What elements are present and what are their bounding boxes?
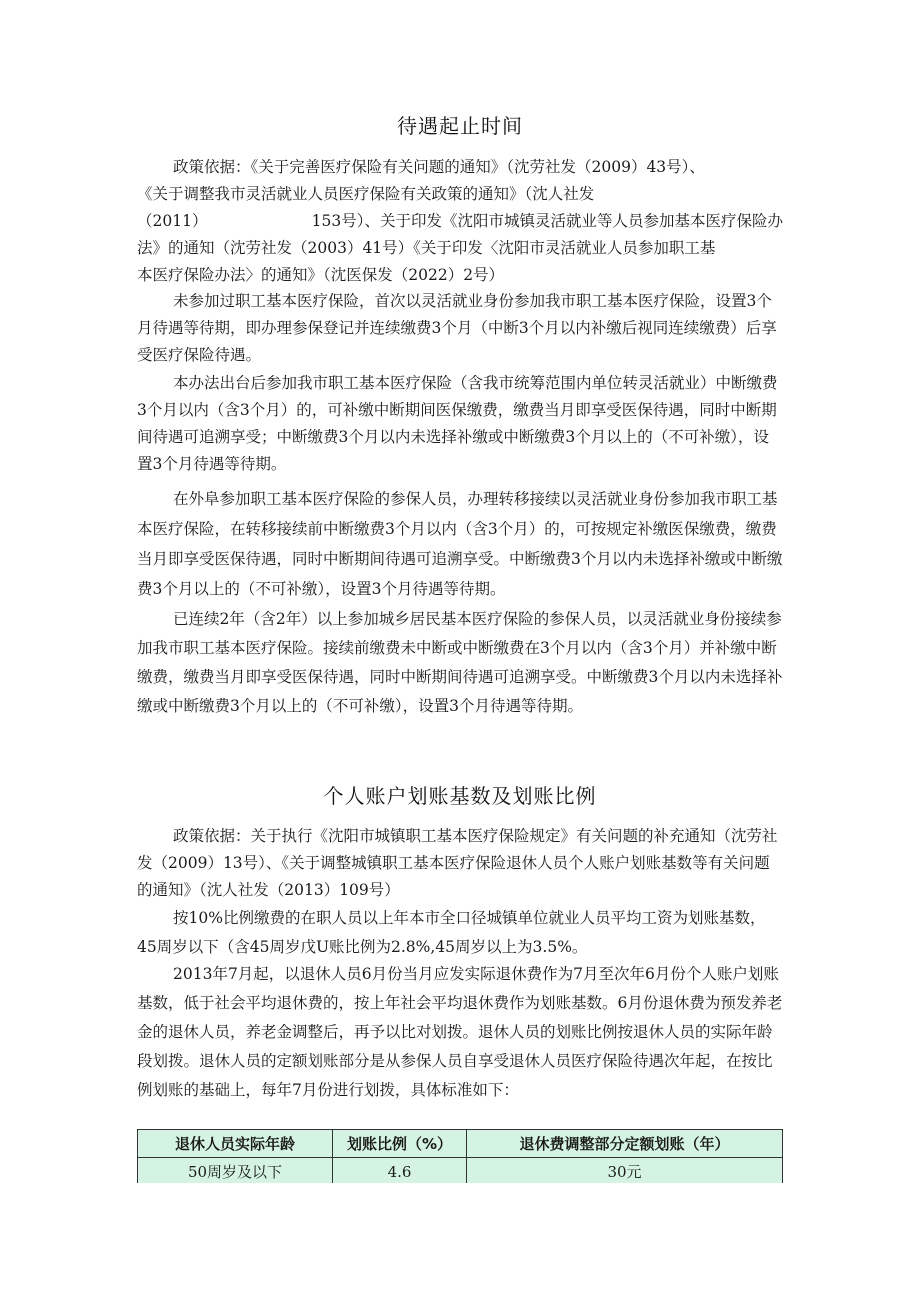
- paragraph: 已连续2年（含2年）以上参加城乡居民基本医疗保险的参保人员，以灵活就业身份接续参加我市职工基本医疗保险。接续前缴费未中断或中断缴费在3个月以内（含3个月）并补缴中断缴费，缴费当月即享受医保待遇，同时中断期间待遇可追溯享受。中断缴费3个月以内未选择补缴或中断缴费3个月以上的（不可补缴），设置3个月待遇等待期。: [137, 610, 783, 715]
- paragraph: 本办法出台后参加我市职工基本医疗保险（含我市统筹范围内单位转灵活就业）中断缴费3个月以内（含3个月）的，可补缴中断期间医保缴费，缴费当月即享受医保待遇，同时中断期间待遇可追溯享受；中断缴费3个月以内未选择补缴或中断缴费3个月以上的（不可补缴），设置3个月待遇等待期。: [137, 374, 778, 473]
- paragraph: 在外阜参加职工基本医疗保险的参保人员，办理转移接续以灵活就业身份参加我市职工基本医疗保险，在转移接续前中断缴费3个月以内（含3个月）的，可按规定补缴医保缴费，缴费当月即享受医保待遇，同时中断期间待遇可追溯享受。中断缴费3个月以内未选择补缴或中断缴费3个月以上的（不可补缴），设置3个月待遇等待期。: [137, 490, 783, 598]
- account-rate-table: [137, 1129, 783, 1186]
- table-cell: 4.6: [333, 1158, 467, 1186]
- column-header-rate: 划账比例（%）: [333, 1130, 467, 1158]
- column-header-age: 退休人员实际年龄: [138, 1130, 333, 1158]
- page-bottom-margin: [0, 1183, 920, 1301]
- column-header-fixed-amount: 退休费调整部分定额划账（年）: [467, 1130, 783, 1158]
- paragraph: 按10%比例缴费的在职人员以上年本市全口径城镇单位就业人员平均工资为划账基数，45周岁以下（含45周岁戊U账比例为2.8%,45周岁以上为3.5%。: [137, 909, 766, 956]
- table-cell: 30元: [467, 1158, 783, 1186]
- section-title-benefit-period: 待遇起止时间: [397, 114, 523, 138]
- table-row: [138, 1158, 783, 1186]
- policy-basis-1: 政策依据：《关于完善医疗保险有关问题的通知》（沈劳社发（2009）43号）、 《关于调整我市灵活就业人员医疗保险有关政策的通知》（沈人社发 （2011） 153号）、关于印发《沈阳市城镇灵活就业等人员参加基本医疗保险办 法》的通知（沈劳社发（2003）41号）《关于印发〈沈阳市灵活就业人员参加职工基 本医疗保险办法〉的通知》（沈医保发（2022）2号）: [137, 158, 783, 284]
- paragraph: 2013年7月起，以退休人员6月份当月应发实际退休费作为7月至次年6月份个人账户划账基数，低于社会平均退休费的，按上年社会平均退休费作为划账基数。6月份退休费为预发养老金的退休人员，养老金调整后，再予以比对划拨。退休人员的划账比例按退休人员的实际年龄段划拨。退休人员的定额划账部分是从参保人员自享受退休人员医疗保险待遇次年起，在按比例划账的基础上，每年7月份进行划拨，具体标准如下：: [137, 965, 783, 1099]
- table-header-row: [138, 1130, 783, 1158]
- paragraph: 未参加过职工基本医疗保险，首次以灵活就业身份参加我市职工基本医疗保险，设置3个月待遇等待期，即办理参保登记并连续缴费3个月（中断3个月以内补缴后视同连续缴费）后享受医疗保险待遇。: [137, 292, 777, 364]
- section-title-account-rate: 个人账户划账基数及划账比例: [323, 784, 597, 808]
- policy-basis-2: 政策依据：关于执行《沈阳市城镇职工基本医疗保险规定》有关问题的补充通知（沈劳社发（2009）13号）、《关于调整城镇职工基本医疗保险退休人员个人账户划账基数等有关问题的通知》（沈人社发（2013）109号）: [137, 827, 778, 899]
- table-cell: 50周岁及以下: [138, 1158, 333, 1186]
